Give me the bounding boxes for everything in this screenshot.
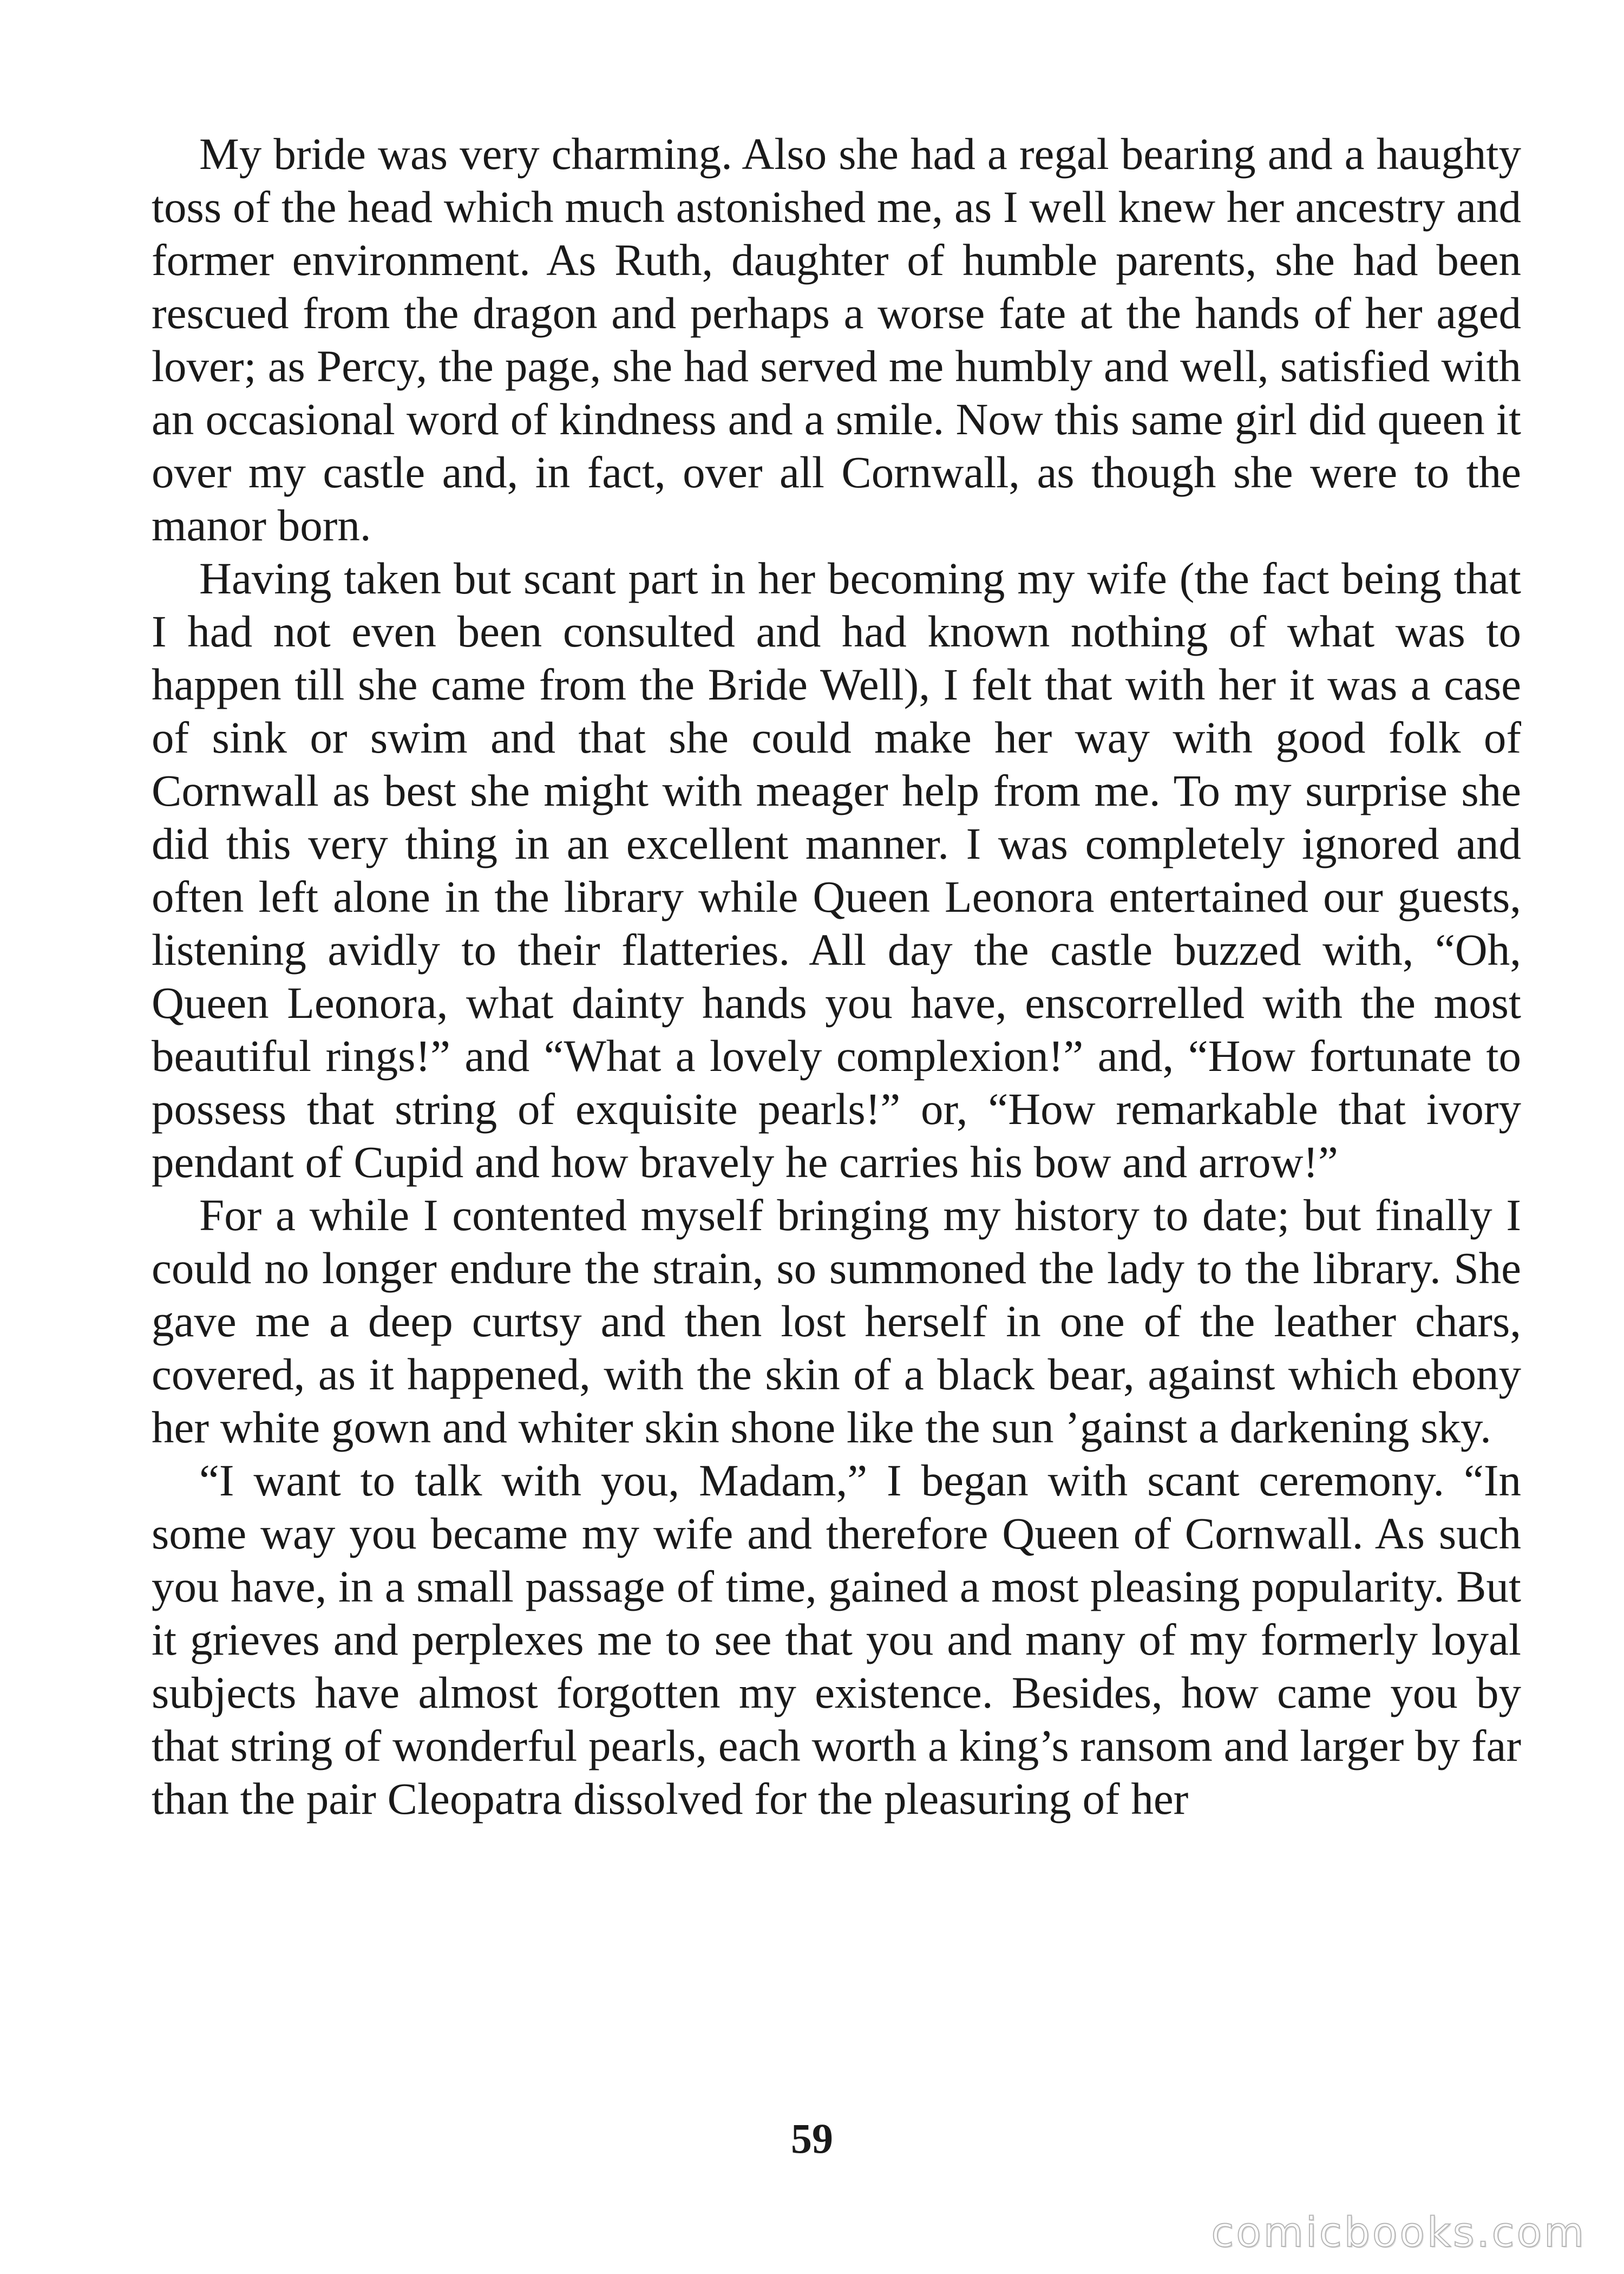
- body-text: [152, 127, 1521, 1825]
- watermark: comicbooks.com: [1211, 2208, 1586, 2256]
- paragraph-1: My bride was very charming. Also she had a regal bearing and a haughty toss of the head which much astonished me, as I well knew her ancestry and former environment. As Ruth, daughter of humble parents, she had been rescued from the dragon and perhaps a worse fate at the hands of her aged lover; as Percy, the page, she had served me humbly and well, satisfied with an occasional word of kindness and a smile. Now this same girl did queen it over my castle and, in fact, over all Cornwall, as though she were to the manor born.: [152, 129, 1521, 550]
- paragraph-3: For a while I contented myself bringing my history to date; but finally I could no longer endure the strain, so summoned the lady to the library. She gave me a deep curtsy and then lost herself in one of the leather chars, covered, as it happened, with the skin of a black bear, against which ebony her white gown and whiter skin shone like the sun ’gainst a darkening sky.: [152, 1190, 1521, 1452]
- page-number: 59: [791, 2115, 833, 2162]
- paragraph-2: Having taken but scant part in her becoming my wife (the fact being that I had not even been consulted and had known nothing of what was to happen till she came from the Bride Well), I felt that with her it was a case of sink or swim and that she could make her way with good folk of Cornwall as best she might with meager help from me. To my surprise she did this very thing in an excellent manner. I was completely ignored and often left alone in the library while Queen Leonora entertained our guests, listening avidly to their flatteries. All day the castle buzzed with, “Oh, Queen Leonora, what dainty hands you have, enscorrelled with the most beautiful rings!” and “What a lovely complexion!” and, “How fortunate to possess that string of exquisite pearls!” or, “How remarkable that ivory pendant of Cupid and how bravely he carries his bow and arrow!”: [152, 553, 1521, 1187]
- paragraph-4: “I want to talk with you, Madam,” I began with scant ceremony. “In some way you became my wife and therefore Queen of Cornwall. As such you have, in a small passage of time, gained a most pleasing popularity. But it grieves and perplexes me to see that you and many of my formerly loyal subjects have almost forgotten my existence. Besides, how came you by that string of wonderful pearls, each worth a king’s ransom and larger by far than the pair Cleopatra dissolved for the pleasuring of her: [152, 1455, 1521, 1824]
